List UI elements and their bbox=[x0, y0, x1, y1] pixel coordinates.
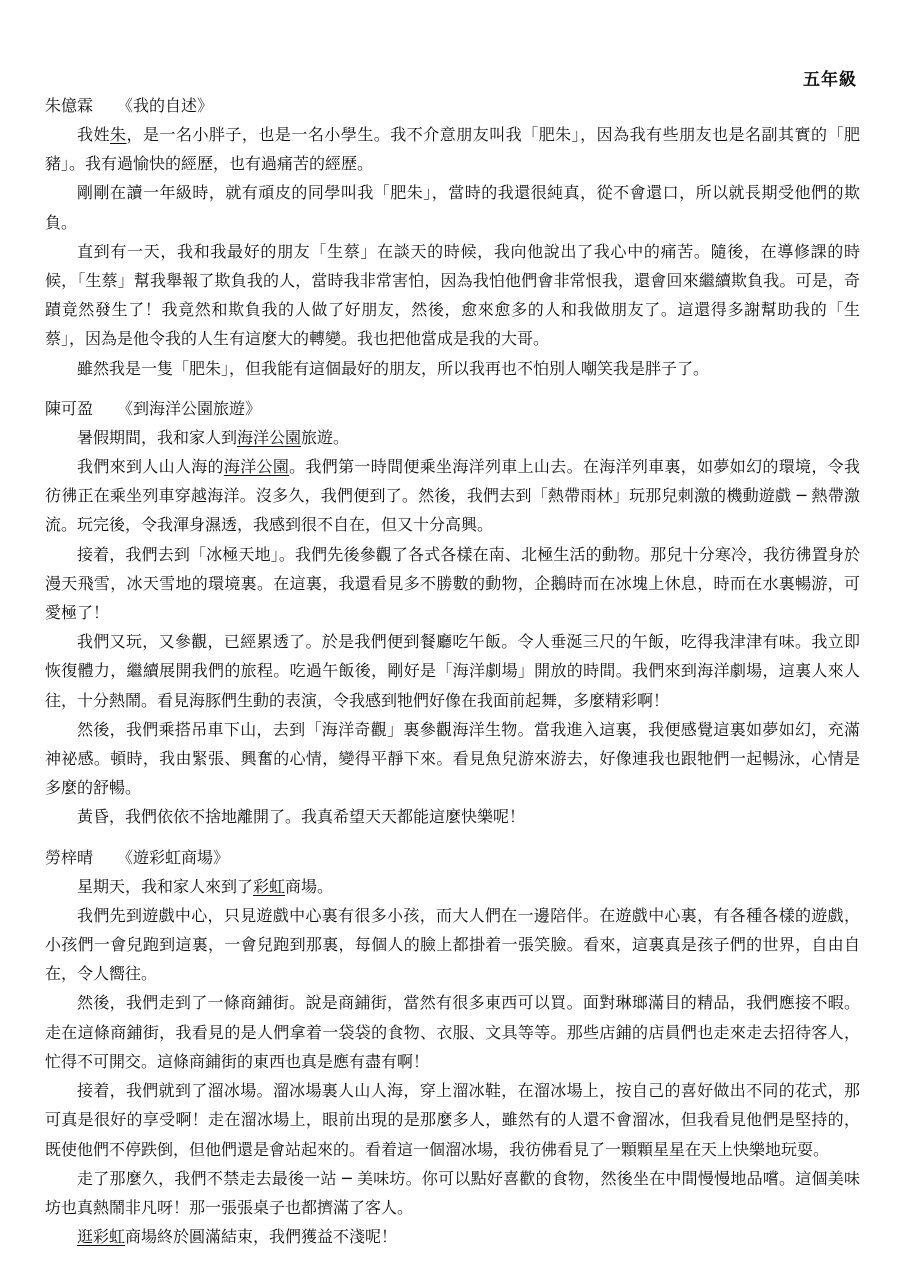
essay-author: 陳可盈 bbox=[45, 398, 94, 418]
essay-title: 《遊彩虹商場》 bbox=[117, 847, 230, 867]
essay-paragraph: 雖然我是一隻「肥朱」，但我能有這個最好的朋友，所以我再也不怕別人嘲笑我是胖子了。 bbox=[77, 358, 710, 378]
section-gap bbox=[45, 383, 860, 395]
underlined-name: 逛彩虹 bbox=[77, 1227, 126, 1247]
essay-paragraph: 剛剛在讀一年級時，就有頑皮的同學叫我「肥朱」，當時的我還很純真，從不會還口，所以就長期受他們的欺負。 bbox=[45, 183, 860, 232]
essay-section bbox=[45, 395, 860, 832]
grade-label: 五年級 bbox=[803, 70, 857, 90]
essay-title: 《我的自述》 bbox=[117, 96, 214, 115]
essay-section bbox=[45, 92, 860, 383]
essay-section bbox=[45, 844, 860, 1252]
underlined-name: 海洋公園 bbox=[223, 457, 290, 477]
essay-paragraph: 星期天，我和家人來到了彩虹商場。 bbox=[77, 876, 334, 896]
essay-paragraph: 我姓朱，是一名小胖子，也是一名小學生。我不介意朋友叫我「肥朱」，因為我有些朋友也是名副其實的「肥豬」。我有過愉快的經歷，也有過痛苦的經歷。 bbox=[45, 125, 860, 174]
underlined-name: 海洋公園 bbox=[237, 427, 302, 447]
essay-paragraph: 接着，我們去到「冰極天地」。我們先後參觀了各式各樣在南、北極生活的動物。那兒十分寒冷，我彷彿置身於漫天飛雪，冰天雪地的環境裏。在這裏，我還看見多不勝數的動物，企鵝時而在冰塊上休息，時而在水裏暢游，可愛極了！ bbox=[45, 544, 860, 623]
essay-paragraph: 直到有一天，我和我最好的朋友「生蔡」在談天的時候，我向他說出了我心中的痛苦。隨後，在導修課的時候，「生蔡」幫我舉報了欺負我的人，當時我非常害怕，因為我怕他們會非常恨我，還會回來繼續欺負我。可是，奇蹟竟然發生了！我竟然和欺負我的人做了好朋友，然後，愈來愈多的人和我做朋友了。這還得多謝幫助我的「生蔡」，因為是他令我的人生有這麼大的轉變。我也把他當成是我的大哥。 bbox=[45, 241, 860, 349]
section-gap bbox=[45, 832, 860, 844]
essay-heading bbox=[45, 844, 860, 872]
essay-heading bbox=[45, 395, 860, 423]
essay-paragraph: 然後，我們乘搭吊車下山，去到「海洋奇觀」裏參觀海洋生物。當我進入這裏，我便感覺這裏如夢如幻，充滿神祕感。頓時，我由緊張、興奮的心情，變得平靜下來。看見魚兒游來游去，好像連我也跟牠們一起暢泳，心情是多麼的舒暢。 bbox=[45, 719, 860, 798]
essay-paragraph: 黃昏，我們依依不捨地離開了。我真希望天天都能這麼快樂呢！ bbox=[77, 807, 526, 827]
underlined-name: 朱 bbox=[109, 125, 127, 144]
essay-paragraph: 我們來到人山人海的海洋公園。我們第一時間便乘坐海洋列車上山去。在海洋列車裏，如夢如幻的環境，令我彷彿正在乘坐列車穿越海洋。沒多久，我們便到了。然後，我們去到「熱帶雨林」玩那兒刺激的機動遊戲 ─ 熱帶激流。玩完後，令我渾身濕透，我感到很不自在，但又十分高興。 bbox=[45, 457, 860, 535]
essay-paragraph: 然後，我們走到了一條商鋪街。說是商鋪街，當然有很多東西可以買。面對琳瑯滿目的精品，我們應接不暇。走在這條商鋪街，我看見的是人們拿着一袋袋的食物、衣服、文具等等。那些店鋪的店員們也走來走去招待客人，忙得不可開交。這條商鋪街的東西也真是應有盡有啊！ bbox=[45, 993, 860, 1071]
essay-paragraph: 我們先到遊戲中心，只見遊戲中心裏有很多小孩，而大人們在一邊陪伴。在遊戲中心裏，有各種各樣的遊戲，小孩們一會兒跑到這裏，一會兒跑到那裏，每個人的臉上都掛着一張笑臉。看來，這裏真是孩子們的世界，自由自在，令人嚮往。 bbox=[45, 905, 860, 984]
essay-paragraph: 逛彩虹商場終於圓滿結束，我們獲益不淺呢！ bbox=[77, 1227, 398, 1247]
underlined-name: 彩虹 bbox=[253, 876, 286, 896]
essay-list bbox=[45, 92, 860, 1251]
essay-paragraph: 暑假期間，我和家人到海洋公園旅遊。 bbox=[77, 427, 350, 447]
essay-heading bbox=[45, 92, 860, 120]
essay-paragraph: 我們又玩，又參觀，已經累透了。於是我們便到餐廳吃午飯。令人垂涎三尺的午飯，吃得我津津有味。我立即恢復體力，繼續展開我們的旅程。吃過午飯後，剛好是「海洋劇場」開放的時間。我們來到海洋劇場，這裏人來人往，十分熱鬧。看見海豚們生動的表演，令我感到牠們好像在我面前起舞，多麼精彩啊！ bbox=[45, 632, 860, 710]
essay-title: 《到海洋公園旅遊》 bbox=[117, 398, 262, 418]
essay-author: 勞梓晴 bbox=[45, 847, 94, 867]
essay-paragraph: 接着，我們就到了溜冰場。溜冰場裏人山人海，穿上溜冰鞋，在溜冰場上，按自己的喜好做出不同的花式，那可真是很好的享受啊！走在溜冰場上，眼前出現的是那麼多人，雖然有的人還不會溜冰，但我看見他們是堅持的，既使他們不停跌倒，但他們還是會站起來的。看着這一個溜冰場，我彷佛看見了一顆顆星星在天上快樂地玩耍。 bbox=[45, 1081, 860, 1159]
essay-author: 朱億霖 bbox=[45, 96, 94, 115]
essay-paragraph: 走了那麼久，我們不禁走去最後一站 ─ 美味坊。你可以點好喜歡的食物，然後坐在中間慢慢地品嚐。這個美味坊也真熱鬧非凡呀！那一張張桌子也都擠滿了客人。 bbox=[45, 1168, 860, 1217]
